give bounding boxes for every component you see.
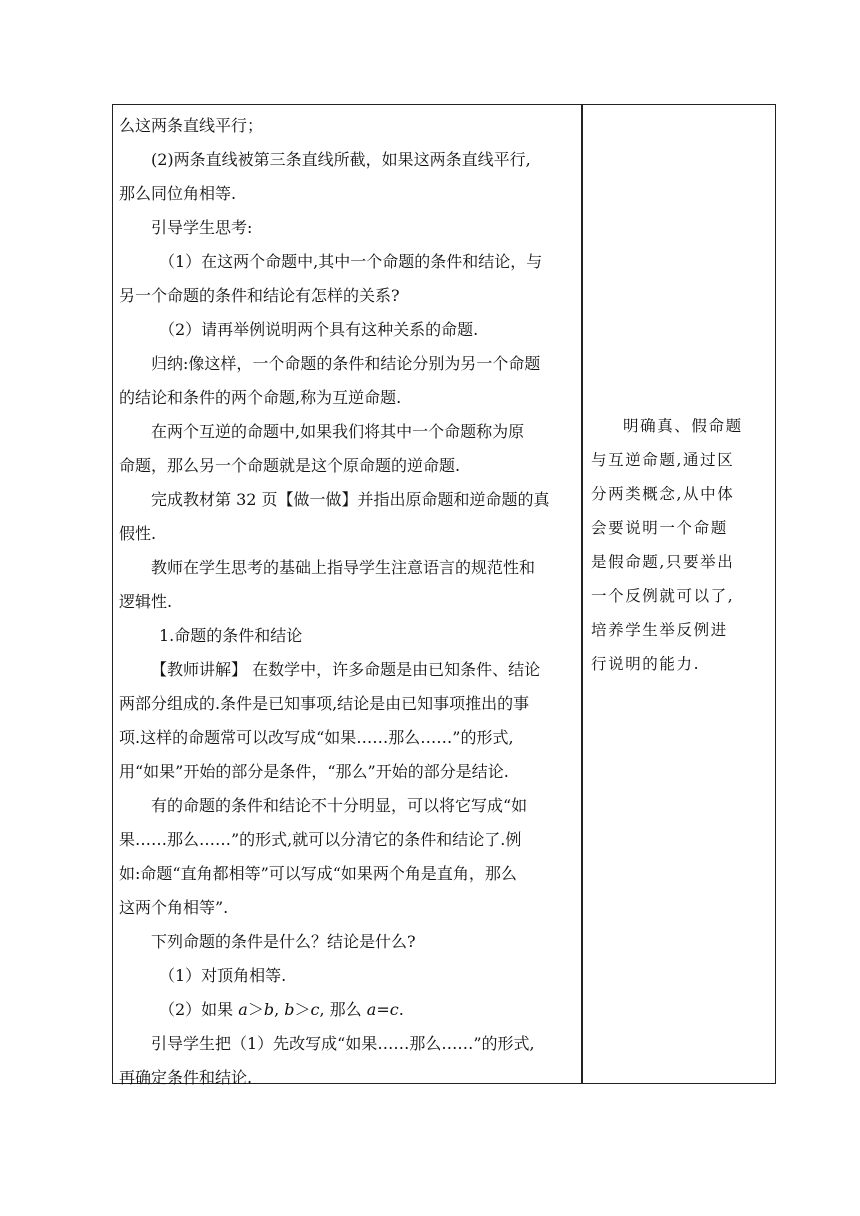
math-var-c: c: [389, 1000, 399, 1019]
text-line: 那么同位角相等.: [119, 184, 237, 203]
text-segment: （2）如果: [159, 1000, 234, 1019]
note-line: 与互逆命题,通过区: [591, 451, 735, 469]
text-line: 引导学生把（1）先改写成“如果……那么……”的形式,: [151, 1034, 535, 1053]
math-sep: ,: [274, 1000, 285, 1019]
math-op: ＞: [294, 1000, 311, 1019]
math-text-line: [119, 993, 575, 1027]
text-line: 引导学生思考:: [151, 218, 253, 237]
text-line: 再确定条件和结论.: [119, 1068, 253, 1087]
text-line: （2）请再举例说明两个具有这种关系的命题.: [159, 320, 479, 339]
text-line: 归纳:像这样，一个命题的条件和结论分别为另一个命题: [151, 354, 541, 373]
text-line: 如:命题“直角都相等”可以写成“如果两个角是直角，那么: [119, 864, 517, 883]
text-line: 这两个角相等”.: [119, 898, 229, 917]
text-line: 命题，那么另一个命题就是这个原命题的逆命题.: [119, 456, 461, 475]
text-line: （1）对顶角相等.: [159, 966, 287, 985]
text-line: 【教师讲解】 在数学中，许多命题是由已知条件、结论: [151, 660, 541, 679]
text-line: （1）在这两个命题中,其中一个命题的条件和结论，与: [159, 252, 543, 271]
math-op: ＞: [247, 1000, 264, 1019]
note-line: 分两类概念,从中体: [591, 485, 735, 503]
text-line: 项.这样的命题常可以改写成“如果……那么……”的形式,: [119, 728, 514, 747]
note-line: 行说明的能力.: [591, 655, 701, 673]
note-line: 培养学生举反例进: [591, 621, 728, 639]
text-line: 两部分组成的.条件是已知事项,结论是由已知事项推出的事: [119, 694, 530, 713]
text-line: 果……那么……”的形式,就可以分清它的条件和结论了.例: [119, 830, 522, 849]
math-var-a: a: [366, 1000, 377, 1019]
math-var-b: b: [284, 1000, 295, 1019]
math-var-b: b: [263, 1000, 275, 1019]
text-line: (2)两条直线被第三条直线所截，如果这两条直线平行,: [151, 150, 531, 169]
math-op: =: [376, 1000, 390, 1019]
math-var-a: a: [238, 1000, 248, 1019]
text-line: 逻辑性.: [119, 592, 173, 611]
teaching-content-cell: [119, 109, 575, 1095]
section-heading: 1.命题的条件和结论: [159, 626, 303, 645]
column-divider: [581, 105, 583, 1083]
note-line: 会要说明一个命题: [591, 519, 728, 537]
text-line: 有的命题的条件和结论不十分明显，可以将它写成“如: [151, 796, 528, 815]
text-line: 么这两条直线平行；: [119, 116, 264, 135]
text-line: 下列命题的条件是什么？结论是什么?: [151, 932, 416, 951]
math-sep: , 那么: [319, 1000, 367, 1019]
text-line: 在两个互逆的命题中,如果我们将其中一个命题称为原: [151, 422, 525, 441]
math-end: .: [398, 1000, 404, 1019]
text-line: 假性.: [119, 524, 157, 543]
text-line: 另一个命题的条件和结论有怎样的关系?: [119, 286, 400, 305]
text-line: 用“如果”开始的部分是条件，“那么”开始的部分是结论.: [119, 762, 509, 781]
text-line: 的结论和条件的两个命题,称为互逆命题.: [119, 388, 402, 407]
note-line: 明确真、假命题: [623, 417, 743, 435]
math-var-c: c: [310, 1000, 320, 1019]
note-line: 一个反例就可以了,: [591, 587, 735, 605]
note-line: 是假命题,只要举出: [591, 553, 735, 571]
design-intent-cell: [591, 409, 769, 681]
text-line: 完成教材第 32 页【做一做】并指出原命题和逆命题的真: [151, 490, 550, 509]
lesson-table: [112, 104, 776, 1087]
text-line: 教师在学生思考的基础上指导学生注意语言的规范性和: [151, 558, 536, 577]
